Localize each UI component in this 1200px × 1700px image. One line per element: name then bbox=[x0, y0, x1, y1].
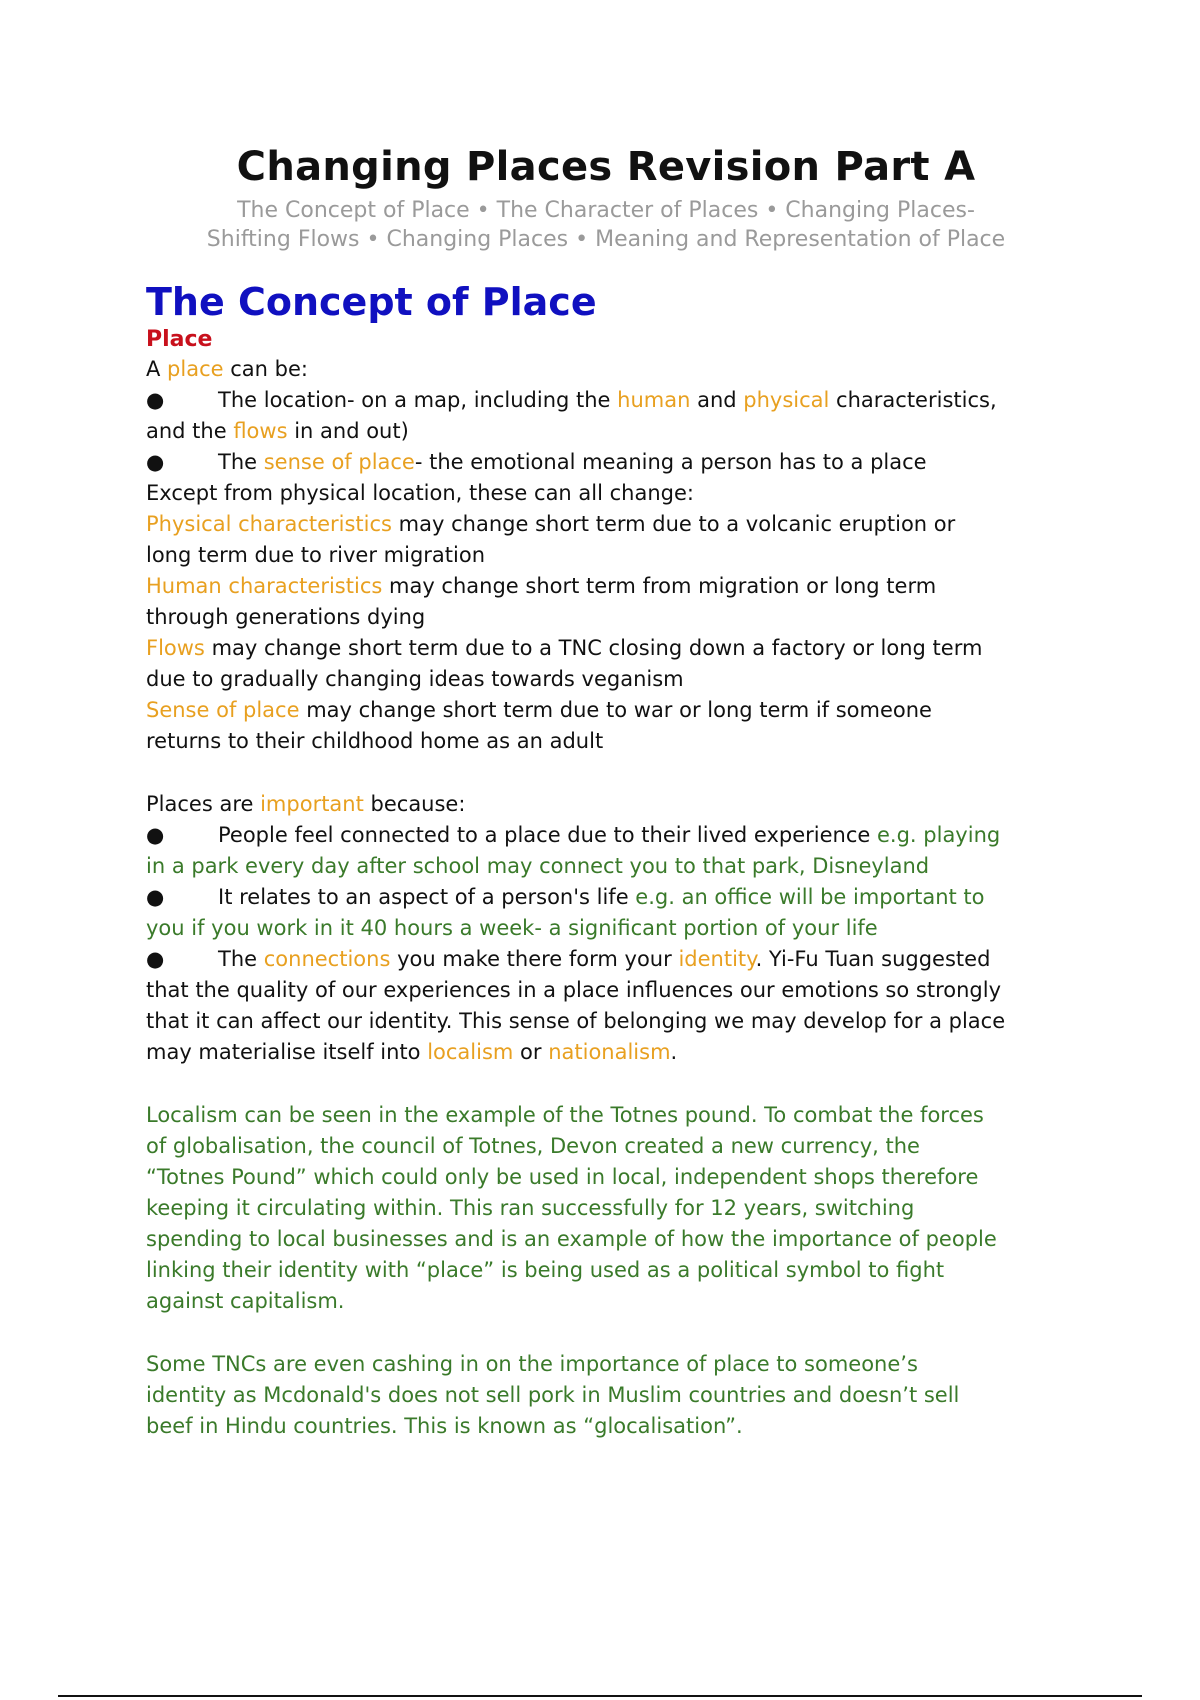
change-line: long term due to river migration bbox=[146, 543, 486, 567]
keyword: nationalism bbox=[548, 1040, 671, 1064]
bullet-item: ● The sense of place- the emotional meaning a person has to a place bbox=[146, 447, 1066, 478]
keyword: human bbox=[617, 388, 691, 412]
paragraph-line: beef in Hindu countries. This is known as “glocalisation”. bbox=[146, 1414, 743, 1438]
bullet-icon: ● bbox=[146, 388, 165, 412]
change-line: due to gradually changing ideas towards veganism bbox=[146, 667, 684, 691]
paragraph-line: “Totnes Pound” which could only be used in local, independent shops therefore bbox=[146, 1165, 979, 1189]
paragraph-line: identity as Mcdonald's does not sell pork in Muslim countries and doesn’t sell bbox=[146, 1383, 960, 1407]
paragraph-gap bbox=[146, 1068, 1066, 1100]
keyword: identity bbox=[678, 947, 756, 971]
tncs-paragraph bbox=[146, 1349, 1066, 1442]
paragraph-gap bbox=[146, 1317, 1066, 1349]
bullet-item: ● The location- on a map, including the human and physical characteristics, bbox=[146, 385, 1066, 416]
important-line: Places are important because: bbox=[146, 792, 466, 816]
example-text: you if you work in it 40 hours a week- a significant portion of your life bbox=[146, 916, 878, 940]
keyword: important bbox=[260, 792, 364, 816]
paragraph-line: keeping it circulating within. This ran successfully for 12 years, switching bbox=[146, 1196, 915, 1220]
bullet-icon: ● bbox=[146, 823, 165, 847]
paragraph-gap bbox=[146, 757, 1066, 789]
subtitle-line: Shifting Flows • Changing Places • Meaning and Representation of Place bbox=[206, 227, 1006, 252]
bullet-item: ● People feel connected to a place due to their lived experience e.g. playing bbox=[146, 820, 1066, 851]
bullet-continuation: may materialise itself into localism or nationalism. bbox=[146, 1040, 678, 1064]
keyword: Flows bbox=[146, 636, 205, 660]
keyword: localism bbox=[427, 1040, 514, 1064]
bullet-continuation: and the flows in and out) bbox=[146, 419, 409, 443]
paragraph-line: of globalisation, the council of Totnes, Devon created a new currency, the bbox=[146, 1134, 920, 1158]
bullet-icon: ● bbox=[146, 947, 165, 971]
bullet-item: ● The connections you make there form your identity. Yi-Fu Tuan suggested bbox=[146, 944, 1066, 975]
paragraph-line: Localism can be seen in the example of the Totnes pound. To combat the forces bbox=[146, 1103, 984, 1127]
document-content bbox=[146, 140, 1066, 1442]
keyword: place bbox=[167, 357, 224, 381]
keyword: physical bbox=[743, 388, 830, 412]
totnes-paragraph bbox=[146, 1100, 1066, 1317]
example-text: e.g. an office will be important to bbox=[635, 885, 985, 909]
keyword: sense of place bbox=[263, 450, 415, 474]
change-line: Sense of place may change short term due to war or long term if someone bbox=[146, 698, 932, 722]
change-line: Physical characteristics may change short term due to a volcanic eruption or bbox=[146, 512, 956, 536]
bullet-item: ● It relates to an aspect of a person's life e.g. an office will be important to bbox=[146, 882, 1066, 913]
intro-line: A place can be: bbox=[146, 357, 308, 381]
bullet-continuation: that the quality of our experiences in a place influences our emotions so strongly bbox=[146, 978, 1001, 1002]
change-line: returns to their childhood home as an adult bbox=[146, 729, 604, 753]
paragraph-line: against capitalism. bbox=[146, 1289, 345, 1313]
change-line: Human characteristics may change short term from migration or long term bbox=[146, 574, 937, 598]
paragraph-line: linking their identity with “place” is being used as a political symbol to fight bbox=[146, 1258, 945, 1282]
keyword: flows bbox=[233, 419, 288, 443]
keyword: Sense of place bbox=[146, 698, 300, 722]
keyword: Human characteristics bbox=[146, 574, 383, 598]
except-line: Except from physical location, these can all change: bbox=[146, 481, 694, 505]
keyword: Physical characteristics bbox=[146, 512, 392, 536]
footer-rule bbox=[58, 1695, 1142, 1697]
section-heading: The Concept of Place bbox=[146, 280, 597, 324]
paragraph-line: spending to local businesses and is an example of how the importance of people bbox=[146, 1227, 997, 1251]
paragraph-line: Some TNCs are even cashing in on the importance of place to someone’s bbox=[146, 1352, 918, 1376]
document-title: Changing Places Revision Part A bbox=[236, 144, 976, 190]
example-text: in a park every day after school may connect you to that park, Disneyland bbox=[146, 854, 930, 878]
change-line: Flows may change short term due to a TNC closing down a factory or long term bbox=[146, 636, 983, 660]
subtitle-line: The Concept of Place • The Character of Places • Changing Places- bbox=[237, 198, 975, 223]
change-line: through generations dying bbox=[146, 605, 426, 629]
keyword: connections bbox=[263, 947, 391, 971]
bullet-icon: ● bbox=[146, 450, 165, 474]
bullet-continuation: that it can affect our identity. This sense of belonging we may develop for a place bbox=[146, 1009, 1006, 1033]
example-text: e.g. playing bbox=[877, 823, 1001, 847]
sub-heading: Place bbox=[146, 327, 213, 352]
bullet-icon: ● bbox=[146, 885, 165, 909]
document-subtitle bbox=[132, 196, 1080, 254]
